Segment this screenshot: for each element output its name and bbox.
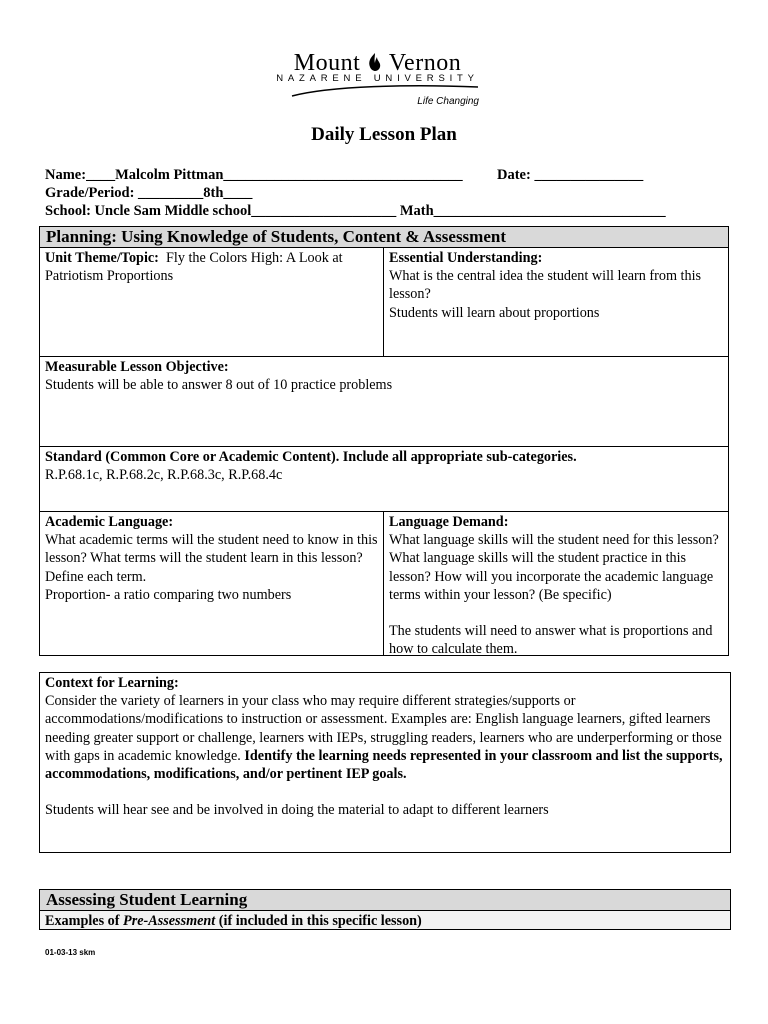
context-prompt-bold: Identify the learning needs represented in your classroom and list the supports, accommodations, modifications, and/or pertinent IEP goals. <box>45 747 723 783</box>
objective-cell <box>40 357 730 395</box>
flame-icon <box>367 52 383 72</box>
unit-theme-cell <box>40 248 383 286</box>
assessing-heading: Assessing Student Learning <box>39 889 731 911</box>
grade-field: Grade/Period: _________8th____ <box>45 185 253 201</box>
essential-label: Essential Understanding: <box>389 250 543 266</box>
context-prompt: Consider the variety of learners in your class who may require different strategies/supports or accommodations/modifications to instruction or assessment. Examples are: English language learners, gifted learners needing greater support or challenge, learners with IEPs, struggling readers, learners who are underperforming or those with gaps in academic knowledge. <box>45 693 722 764</box>
logo-subtitle: NAZARENE UNIVERSITY <box>276 73 479 84</box>
objective-label: Measurable Lesson Objective: <box>45 359 229 375</box>
unit-theme-label: Unit Theme/Topic: <box>45 250 159 266</box>
language-demand-cell <box>384 512 730 659</box>
demand-label: Language Demand: <box>389 514 509 530</box>
standard-cell <box>40 447 730 485</box>
name-field: Name:____Malcolm Pittman_________________________________ <box>45 167 463 183</box>
essential-understanding-cell <box>384 248 730 323</box>
unit-theme-value: Fly the Colors High: A Look at Patriotism Proportions <box>45 250 343 285</box>
logo-tagline: Life Changing <box>417 96 479 107</box>
logo-name-second: Vernon <box>388 50 462 76</box>
objective-value: Students will be able to answer 8 out of 10 practice problems <box>45 377 393 394</box>
standard-value: R.P.68.1c, R.P.68.2c, R.P.68.3c, R.P.68.4c <box>45 467 283 484</box>
page-title: Daily Lesson Plan <box>311 124 457 145</box>
demand-question: What language skills will the student need for this lesson? What language skills will the student practice in this lesson? How will you incorporate the academic language terms within your lesson? (Be specific) <box>389 532 719 603</box>
context-label: Context for Learning: <box>45 675 179 691</box>
pre-assessment-italic: Pre-Assessment <box>123 913 216 929</box>
planning-table <box>39 247 729 656</box>
pre-assessment-prefix: Examples of <box>45 913 124 929</box>
planning-heading: Planning: Using Knowledge of Students, Content & Assessment <box>39 226 729 248</box>
academic-answer: Proportion- a ratio comparing two numbers <box>45 586 292 603</box>
pre-assessment-suffix: (if included in this specific lesson) <box>215 913 422 929</box>
context-answer: Students will hear see and be involved in doing the material to adapt to different learners <box>45 802 549 819</box>
context-cell <box>40 673 730 820</box>
demand-answer: The students will need to answer what is proportions and how to calculate them. <box>389 623 713 658</box>
standard-label: Standard (Common Core or Academic Content). Include all appropriate sub-categories. <box>45 449 577 465</box>
academic-question: What academic terms will the student need to know in this lesson? What terms will the student learn in this lesson? Define each term. <box>45 532 378 585</box>
date-field: Date: _______________ <box>497 167 644 183</box>
logo-name-first: Mount <box>293 50 361 76</box>
essential-answer: Students will learn about proportions <box>389 304 600 321</box>
academic-language-cell <box>40 512 383 605</box>
pre-assessment-row <box>39 910 731 930</box>
essential-question: What is the central idea the student will learn from this lesson? <box>389 268 702 303</box>
context-box <box>39 672 731 853</box>
academic-label: Academic Language: <box>45 514 174 530</box>
university-logo <box>270 50 485 110</box>
footer-code: 01-03-13 skm <box>45 948 96 957</box>
school-field: School: Uncle Sam Middle school____________________ Math________________________________ <box>45 203 666 219</box>
pre-assessment-label <box>40 911 730 931</box>
